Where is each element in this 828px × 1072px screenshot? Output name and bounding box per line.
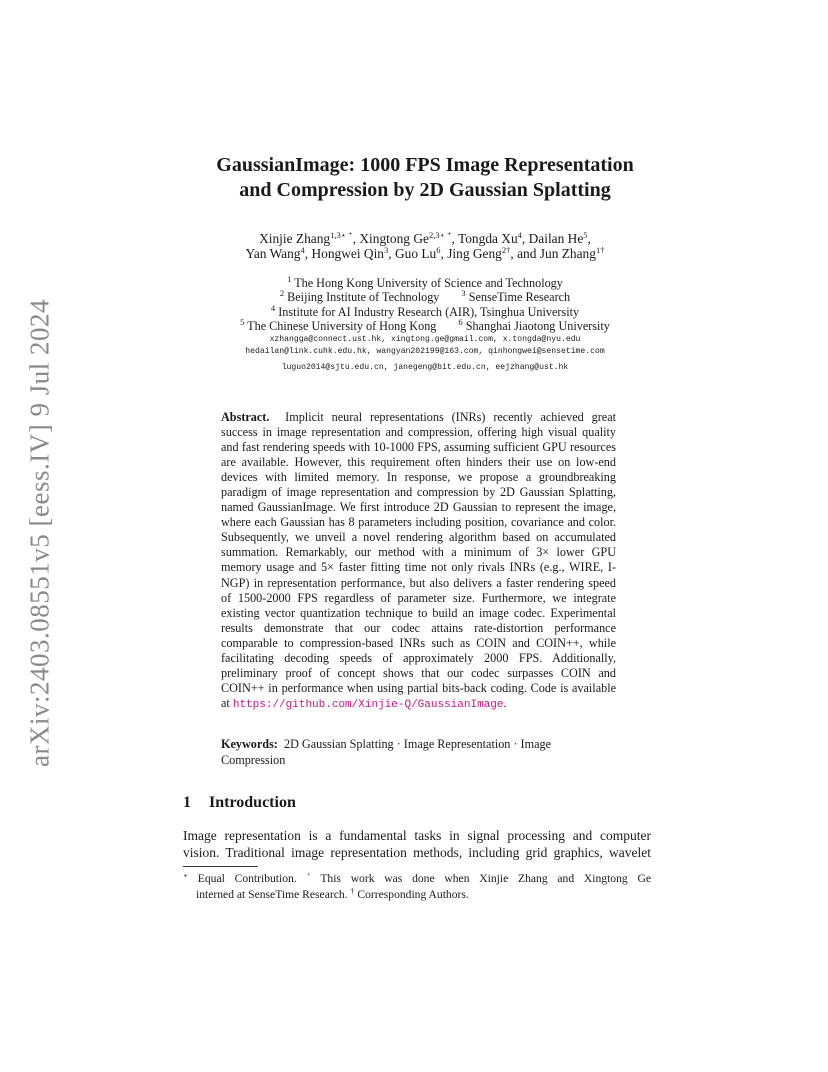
footnote-work-note-cont: interned at SenseTime Research. [196,887,348,901]
email-list-line-3: luguo2014@sjtu.edu.cn, janegeng@bit.edu.cn, eejzhang@ust.hk [281,363,569,372]
paper-title-line-1: GaussianImage: 1000 FPS Image Representation [216,154,634,176]
author-affil-mark: 4 [300,245,305,255]
footnote: ⋆ Equal Contribution. ⁺ This work was done when Xinjie Zhang and Xingtong Ge interned at SenseTime Research. † Corresponding Authors. [183,871,651,901]
author-affil-mark: 2,3⋆ ⁺ [428,230,452,240]
introduction-body [183,827,651,861]
author-affil-mark: 5 [583,230,588,240]
author-affil-mark: 6 [436,245,441,255]
affiliation: Beijing Institute of Technology [287,290,440,304]
body-text-line: Image representation is a fundamental tasks in signal processing and computer [183,828,651,843]
keywords [221,737,616,768]
author-affil-mark: 4 [517,230,522,240]
affiliation: SenseTime Research [468,290,571,304]
author-name: Xinjie Zhang [259,231,331,246]
affiliation: The Chinese University of Hong Kong [247,319,437,333]
footnote-rule [183,866,258,867]
affiliation-line: $^1$ The Hong Kong University of Science and Technology [287,274,563,290]
affiliation-line: $^4$ Institute for AI Industry Research (AIR), Tsinghua University [270,303,580,319]
footnote-equal-contribution: Equal Contribution. [197,872,297,885]
author-name: Hongwei Qin [311,246,384,261]
author-list-line-1: Xinjie Zhang$^{1,3⋆ ^+}$, Xingtong $Ge^{2,3⋆ ^+}$, Tongda Xu$^4$, Dailan He$^5$, [259,230,591,246]
email-list-line-2: hedailan@link.cuhk.edu.hk, wangyan202199@163.com, qinhongwei@sensetime.com [245,347,605,356]
affiliation: Shanghai Jiaotong University [465,319,610,333]
author-name: Jun Zhang [539,246,596,261]
author-affil-mark: 2† [501,245,511,255]
email-list-line-1: xzhangga@connect.ust.hk, xingtong.ge@gmail.com, x.tongda@nyu.edu [269,335,581,344]
author-name: Jing Geng [447,246,502,261]
footnote-corresponding: Corresponding Authors. [357,887,469,901]
affiliation-line: $^5$ The Chinese University of Hong Kong $^6$ Shanghai Jiaotong University [240,317,610,333]
abstract: Abstract. Implicit neural representations (INRs) recently achieved great success in image representation and compression, offering high visual quality and fast rendering speeds with 10-1000 FPS, assuming sufficient GPU resources are available. However, this requirement often hinders their use on low-end devices with limited memory. In response, we propose a groundbreaking paradigm of image representation and compression by 2D Gaussian Splatting, named GaussianImage. We first introduce 2D Gaussian to represent the image, where each Gaussian has 8 parameters including position, covariance and color. Subsequently, we unveil a novel rendering algorithm based on accumulated summation. Remarkably, our method with a minimum of 3× lower GPU memory usage and 5× faster fitting time not only rivals INRs (e.g., WIRE, I-NGP) in representation performance, but also delivers a faster rendering speed of 1500-2000 FPS regardless of parameter size. Furthermore, we integrate existing vector quantization technique to build an image codec. Experimental results demonstrate that our codec attains rate-distortion performance comparable to compression-based INRs such as COIN and COIN++, while facilitating decoding speeds of approximately 2000 FPS. Additionally, preliminary proof of concept shows that our codec surpasses COIN and COIN++ in performance when using partial bits-back coding. Code is available at https://github.com/Xinjie-Q/GaussianImage. [221,410,617,711]
section-title: Introduction [209,794,296,811]
footnote-work-note: This work was done when Xinjie Zhang and Xingtong Ge [320,872,651,885]
author-name: Xingtong Ge [359,231,429,246]
affiliation: The Hong Kong University of Science and Technology [294,276,563,290]
author-affil-mark: 3 [384,245,389,255]
abstract-text: Implicit neural representations (INRs) recently achieved great success in image representation and compression, offering high visual quality and fast rendering speeds with 10-1000 FPS, assuming sufficient GPU resources are available. However, this requirement often hinders their use on low-end devices with limited memory. In response, we propose a groundbreaking paradigm of image representation and compression by 2D Gaussian Splatting, named GaussianImage. We first introduce 2D Gaussian to represent the image, where each Gaussian has 8 parameters including position, covariance and color. Subsequently, we unveil a novel rendering algorithm based on accumulated summation. Remarkably, our method with a minimum of 3× lower GPU memory usage and 5× faster fitting time not only rivals INRs (e.g., WIRE, I-NGP) in representation performance, but also delivers a faster rendering speed of 1500-2000 FPS regardless of parameter size. Furthermore, we integrate existing vector quantization technique to build an image codec. Experimental results demonstrate that our codec attains rate-distortion performance comparable to compression-based INRs such as COIN and COIN++, while facilitating decoding speeds of approximately 2000 FPS. Additionally, preliminary proof of concept shows that our codec surpasses COIN and COIN++ in performance when using partial bits-back coding. Code is available at [221,410,617,710]
author-name: Yan Wang [245,246,301,261]
author-affil-mark: 1† [595,245,605,255]
author-list-line-2: Yan Wang$^4$, Hongwei Qin$^3$, Guo Lu$^6$, Jing Geng$^{2\dagger}$, and Jun Zhang$^{1\dagger}$ [245,245,605,261]
arxiv-sidebar [20,298,60,768]
code-link[interactable]: https://github.com/Xinjie-Q/GaussianImage [232,698,504,711]
arxiv-identifier: arXiv:2403.08551v5 [eess.IV] 9 Jul 2024 [24,299,55,767]
author-name: Guo Lu [394,246,437,261]
abstract-label: Abstract. [221,410,270,424]
keywords-text: 2D Gaussian Splatting · Image Representation · Image Compression [221,737,552,767]
author-name: Dailan He [528,231,584,246]
author-affil-mark: 1,3⋆ ⁺ [330,230,353,240]
section-number: 1 [183,794,191,811]
author-name: Tongda Xu [457,231,518,246]
affiliation-line: $^2$ Beijing Institute of Technology $^3$ SenseTime Research [279,288,571,304]
section-heading-introduction [183,793,296,813]
keywords-label: Keywords: [221,737,278,751]
affiliation: Institute for AI Industry Research (AIR), Tsinghua University [278,305,580,319]
paper-title-line-2: and Compression by 2D Gaussian Splatting [239,179,611,201]
body-text-line: vision. Traditional image representation methods, including grid graphics, wavelet [183,845,651,860]
